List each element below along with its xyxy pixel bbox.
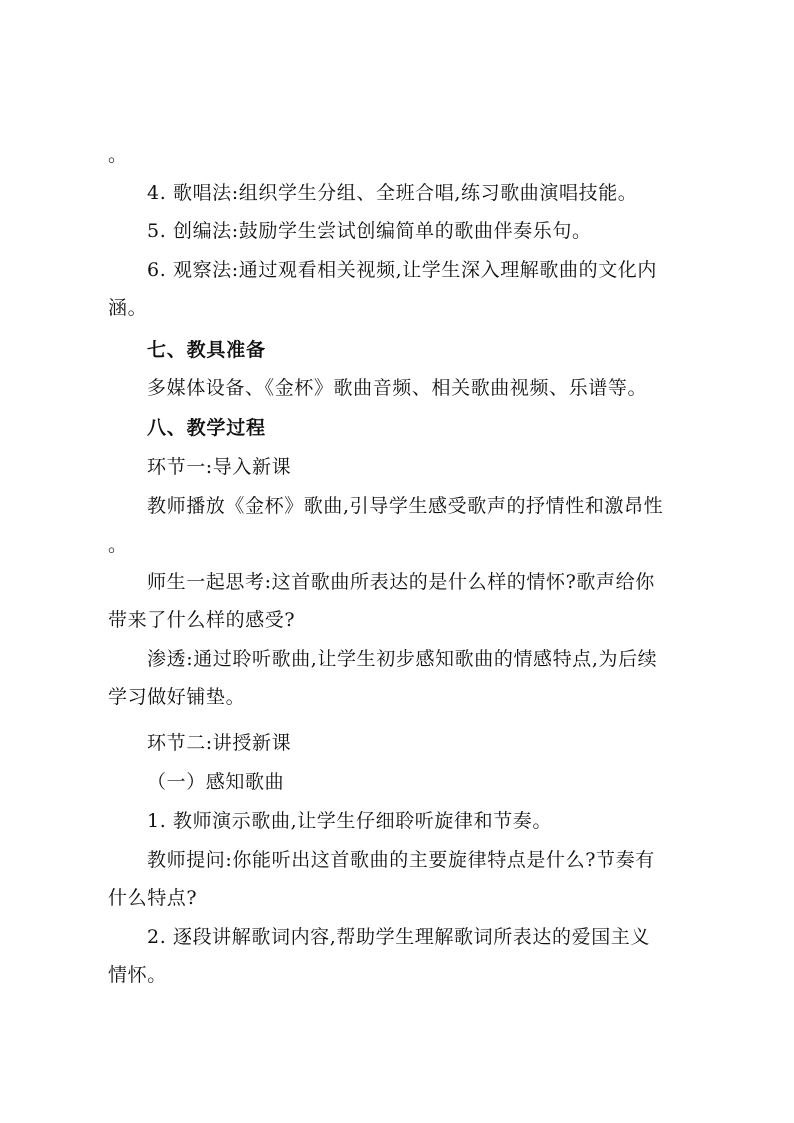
section-heading: 七、教具准备 <box>147 339 266 361</box>
text-line: 2. 逐段讲解歌词内容,帮助学生理解歌词所表达的爱国主义 <box>147 926 651 948</box>
text-line: 。 <box>108 534 128 556</box>
text-line: 1. 教师演示歌曲,让学生仔细聆听旋律和节奏。 <box>147 810 553 832</box>
text-line: 环节一:导入新课 <box>147 456 292 478</box>
text-line: 带来了什么样的感受? <box>108 609 296 631</box>
text-line: 环节二:讲授新课 <box>147 732 292 754</box>
text-line: 6. 观察法:通过观看相关视频,让学生深入理解歌曲的文化内 <box>147 259 658 281</box>
text-line: 情怀。 <box>108 964 167 986</box>
text-line: 4. 歌唱法:组织学生分组、全班合唱,练习歌曲演唱技能。 <box>147 182 638 204</box>
text-line: （一）感知歌曲 <box>147 771 285 793</box>
text-line: 什么特点? <box>108 887 198 909</box>
text-line: 教师提问:你能听出这首歌曲的主要旋律特点是什么?节奏有 <box>147 849 655 871</box>
text-line: 师生一起思考:这首歌曲所表达的是什么样的情怀?歌声给你 <box>147 571 655 593</box>
text-line: 学习做好铺垫。 <box>108 686 246 708</box>
text-line: 教师播放《金杯》歌曲,引导学生感受歌声的抒情性和激昂性 <box>147 495 664 517</box>
section-heading: 八、教学过程 <box>147 417 266 439</box>
text-line: 。 <box>108 144 128 166</box>
text-line: 渗透:通过聆听歌曲,让学生初步感知歌曲的情感特点,为后续 <box>147 648 658 670</box>
text-line: 多媒体设备、《金杯》歌曲音频、相关歌曲视频、乐谱等。 <box>147 377 648 399</box>
text-line: 5. 创编法:鼓励学生尝试创编简单的歌曲伴奏乐句。 <box>147 220 592 242</box>
text-line: 涵。 <box>108 297 148 319</box>
